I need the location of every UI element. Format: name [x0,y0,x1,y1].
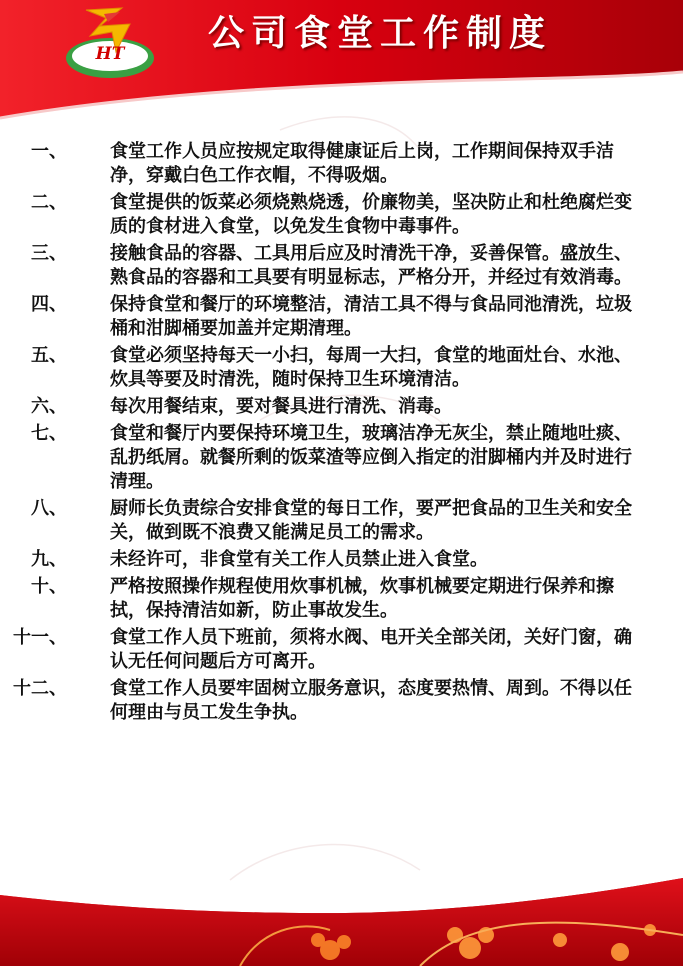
rule-item [0,575,640,623]
rule-item [0,548,640,572]
rule-text: 未经许可，非食堂有关工作人员禁止进入食堂。 [110,549,488,570]
rule-item [0,395,640,419]
rule-number: 十一、 [13,627,67,648]
page-title: 公司食堂工作制度 [208,13,553,54]
rule-text: 厨师长负责综合安排食堂的每日工作，要严把食品的卫生关和安全关，做到既不浪费又能满足员工的需求。 [110,498,632,543]
rule-text: 严格按照操作规程使用炊事机械，炊事机械要定期进行保养和擦拭，保持清洁如新，防止事故发生。 [110,576,614,621]
rule-text: 食堂工作人员应按规定取得健康证后上岗，工作期间保持双手洁净，穿戴白色工作衣帽，不得吸烟。 [110,141,614,186]
rule-item [0,497,640,545]
rule-item [0,626,640,674]
rule-number: 二、 [31,192,67,213]
rule-text: 食堂必须坚持每天一小扫，每周一大扫，食堂的地面灶台、水池、炊具等要及时清洗，随时保持卫生环境清洁。 [110,345,632,390]
rule-number: 六、 [31,396,67,417]
rule-item [0,191,640,239]
rule-number: 九、 [31,549,67,570]
company-logo [60,2,160,84]
rule-number: 十二、 [13,678,67,699]
rules-list [0,140,683,725]
rule-item [0,242,640,290]
rule-number: 十、 [31,576,67,597]
rule-text: 食堂工作人员下班前，须将水阀、电开关全部关闭，关好门窗，确认无任何问题后方可离开。 [110,627,632,672]
rule-number: 五、 [31,345,67,366]
rule-item [0,422,640,494]
rule-number: 七、 [31,423,67,444]
rule-text: 食堂提供的饭菜必须烧熟烧透，价廉物美，坚决防止和杜绝腐烂变质的食材进入食堂，以免发生食物中毒事件。 [110,192,632,237]
logo-text: HT [95,44,125,64]
rule-item [0,293,640,341]
rule-number: 一、 [31,141,67,162]
rule-number: 四、 [31,294,67,315]
rule-item [0,344,640,392]
rule-item [0,677,640,725]
rule-text: 保持食堂和餐厅的环境整洁，清洁工具不得与食品同池清洗，垃圾桶和泔脚桶要加盖并定期清理。 [110,294,632,339]
rule-text: 食堂工作人员要牢固树立服务意识，态度要热情、周到。不得以任何理由与员工发生争执。 [110,678,632,723]
rule-number: 三、 [31,243,67,264]
rule-number: 八、 [31,498,67,519]
rule-text: 食堂和餐厅内要保持环境卫生，玻璃洁净无灰尘，禁止随地吐痰、乱扔纸屑。就餐所剩的饭菜渣等应倒入指定的泔脚桶内并及时进行清理。 [110,423,632,492]
rule-text: 接触食品的容器、工具用后应及时清洗干净，妥善保管。盛放生、熟食品的容器和工具要有明显标志，严格分开，并经过有效消毒。 [110,243,632,288]
rule-item [0,140,640,188]
rule-text: 每次用餐结束，要对餐具进行清洗、消毒。 [110,396,452,417]
